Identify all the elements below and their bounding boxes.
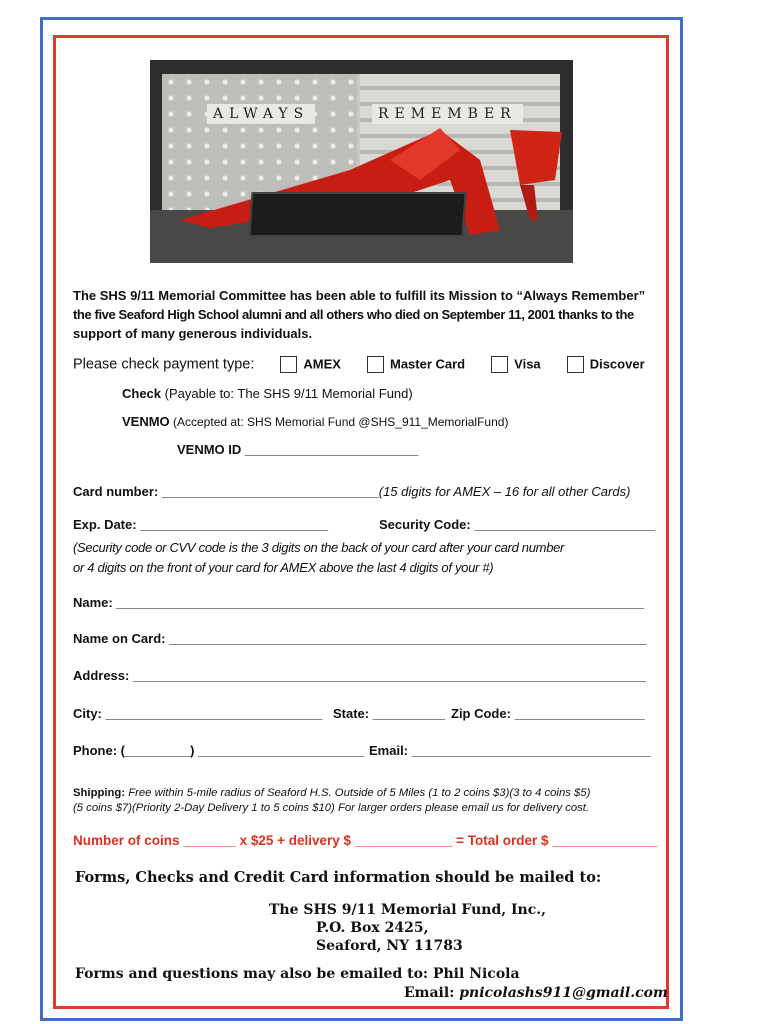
amex-checkbox[interactable] <box>280 356 297 373</box>
amex-label: AMEX <box>303 356 341 372</box>
email-field[interactable]: Email: _________________________________ <box>369 743 651 758</box>
check-text: (Payable to: The SHS 9/11 Memorial Fund) <box>161 386 413 401</box>
mail-address-line: Seaford, NY 11783 <box>316 938 463 954</box>
card-number-field[interactable] <box>73 483 630 501</box>
intro-line: support of many generous individuals. <box>73 326 313 341</box>
email-heading: Forms and questions may also be emailed to: Phil Nicola <box>75 966 520 982</box>
state-field[interactable]: State: __________ <box>333 706 446 721</box>
check-option <box>122 386 413 401</box>
card-number-note: (15 digits for AMEX – 16 for all other Cards) <box>378 484 631 499</box>
venmo-option <box>122 414 508 429</box>
always-sign: ALWAYS <box>207 104 315 124</box>
shipping-info <box>73 786 590 816</box>
venmo-id-field[interactable]: VENMO ID ________________________ <box>177 442 419 457</box>
mail-heading: Forms, Checks and Credit Card information should be mailed to: <box>75 869 602 886</box>
city-field[interactable]: City: ______________________________ <box>73 706 323 721</box>
shipping-line: (5 coins $7)(Priority 2-Day Delivery 1 to 5 coins $10) For larger orders please email us for delivery cost. <box>73 802 590 814</box>
memorial-plaque <box>248 192 466 237</box>
mail-address-line: The SHS 9/11 Memorial Fund, Inc., <box>269 902 547 918</box>
mastercard-checkbox[interactable] <box>367 356 384 373</box>
payment-label: Please check payment type: <box>73 356 255 373</box>
email-label: Email: <box>404 985 460 1001</box>
check-label: Check <box>122 386 162 401</box>
cvv-note <box>73 538 564 578</box>
mastercard-label: Master Card <box>389 356 466 372</box>
security-code-field[interactable]: Security Code: _________________________ <box>379 517 656 532</box>
memorial-photo <box>150 60 573 263</box>
cvv-note-line: or 4 digits on the front of your card for AMEX above the last 4 digits of your #) <box>73 560 494 575</box>
mail-address-line: P.O. Box 2425, <box>316 920 429 936</box>
zip-field[interactable]: Zip Code: __________________ <box>451 706 645 721</box>
address-field[interactable]: Address: _______________________________________________________________________ <box>73 668 647 683</box>
name-field[interactable]: Name: _________________________________________________________________________ <box>73 595 645 610</box>
intro-line: The SHS 9/11 Memorial Committee has been able to fulfill its Mission to “Always Remember” <box>73 288 646 303</box>
card-number-label: Card number: ______________________________ <box>73 484 379 499</box>
exp-date-field[interactable]: Exp. Date: __________________________ <box>73 517 329 532</box>
venmo-label: VENMO <box>122 414 170 429</box>
shipping-label: Shipping: <box>73 787 126 799</box>
cvv-note-line: (Security code or CVV code is the 3 digits on the back of your card after your card number <box>73 540 565 555</box>
visa-checkbox[interactable] <box>491 356 508 373</box>
intro-paragraph <box>73 286 645 343</box>
discover-checkbox[interactable] <box>567 356 584 373</box>
intro-line: the five Seaford High School alumni and all others who died on September 11, 2001 thanks to the <box>73 307 634 322</box>
contact-email <box>404 985 668 1001</box>
discover-label: Discover <box>589 356 645 372</box>
phone-field[interactable]: Phone: (_________) _______________________ <box>73 743 365 758</box>
email-address-link[interactable]: pnicolashs911@gmail.com <box>459 985 668 1001</box>
visa-label: Visa <box>514 356 541 372</box>
payment-type-row <box>73 356 645 373</box>
shipping-line: Free within 5-mile radius of Seaford H.S. Outside of 5 Miles (1 to 2 coins $3)(3 to 4 coins $5) <box>125 787 591 799</box>
order-total-line[interactable]: Number of coins _______ x $25 + delivery $ _____________ = Total order $ ______________ <box>73 833 658 848</box>
venmo-text: (Accepted at: SHS Memorial Fund @SHS_911_MemorialFund) <box>169 415 509 429</box>
name-on-card-field[interactable]: Name on Card: __________________________________________________________________ <box>73 631 647 646</box>
remember-sign: REMEMBER <box>372 104 523 124</box>
